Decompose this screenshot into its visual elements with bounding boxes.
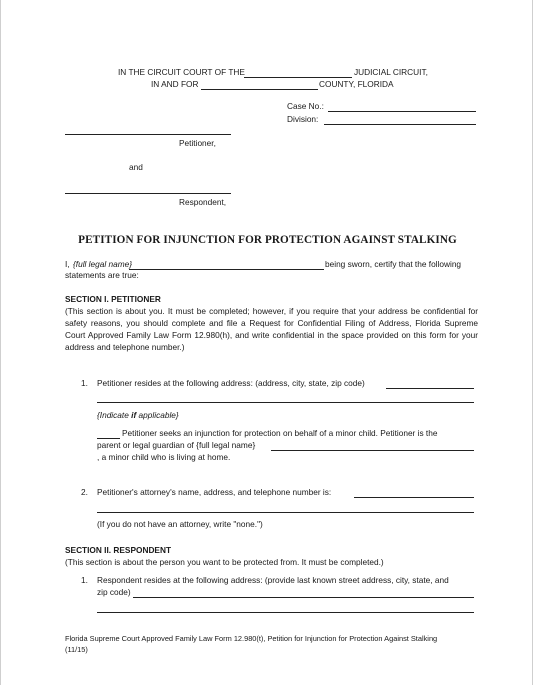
division-field[interactable] [324,124,476,125]
minor-line3: , a minor child who is living at home. [97,452,231,462]
judicial-circuit-label: JUDICIAL CIRCUIT, [354,67,428,77]
no-attorney-note: (If you do not have an attorney, write "none.") [97,519,263,529]
section2-heading: SECTION II. RESPONDENT [65,545,172,555]
petitioner-name-field[interactable] [65,134,231,135]
petitioner-address-field-1[interactable] [386,388,474,389]
division-label: Division: [287,114,319,124]
case-no-field[interactable] [328,111,476,112]
oath-line2: statements are true: [65,270,139,280]
court-prefix: IN THE CIRCUIT COURT OF THE [118,67,245,77]
county-blank[interactable] [201,89,318,90]
footer-line2: (11/15) [65,645,88,654]
case-no-label: Case No.: [287,101,324,111]
s1-item1-number: 1. [81,378,88,388]
respondent-label: Respondent, [179,197,227,207]
minor-check-blank[interactable] [97,438,120,439]
petitioner-label: Petitioner, [179,138,216,148]
s2-item1-text: Respondent resides at the following address: (provide last known street address, city, state, and [97,575,449,585]
indicate-suffix-word: applicable} [138,410,179,420]
footer-line1: Florida Supreme Court Approved Family Law Form 12.980(t), Petition for Injunction for Protection Against Stalking [65,634,438,643]
oath-name-hint: {full legal name} [73,259,133,269]
respondent-name-field[interactable] [65,193,231,194]
respondent-address-field-2[interactable] [97,612,474,613]
indicate-if-word: if [131,410,137,420]
section2-intro: (This section is about the person you want to be protected from. It must be completed.) [65,557,384,567]
oath-name-field[interactable] [129,269,324,270]
and-label: and [129,162,143,172]
s2-item1-number: 1. [81,575,88,585]
attorney-field-1[interactable] [354,497,474,498]
minor-line2: parent or legal guardian of {full legal name} [97,440,256,450]
county-label: COUNTY, FLORIDA [319,79,394,89]
indicate-word: {Indicate [97,410,129,420]
respondent-address-field-1[interactable] [133,597,474,598]
in-and-for-label: IN AND FOR [151,79,199,89]
section1-heading: SECTION I. PETITIONER [65,294,161,304]
section1-intro: (This section is about you. It must be completed; however, if you require that your address be confidential for safety reasons, you should complete and file a Request for Confidential Filing of Address, Florida Supreme Court Approved Family Law Form 12.980(h), and write confidential in the space provided on this form for your address and telephone number.) [65,306,478,352]
minor-name-field[interactable] [271,450,474,451]
s2-item1-line2: zip code) [97,587,131,597]
indicate-prefix [97,410,179,420]
oath-suffix: being sworn, certify that the following [325,259,462,269]
attorney-field-2[interactable] [97,512,474,513]
s1-item2-number: 2. [81,487,88,497]
form-title: PETITION FOR INJUNCTION FOR PROTECTION AGAINST STALKING [78,234,457,246]
minor-line1: Petitioner seeks an injunction for protection on behalf of a minor child. Petitioner is the [122,428,438,438]
petitioner-address-field-2[interactable] [97,402,474,403]
circuit-blank[interactable] [244,77,352,78]
oath-prefix: I, [65,259,70,269]
s1-item2-text: Petitioner's attorney's name, address, and telephone number is: [97,487,332,497]
s1-item1-text: Petitioner resides at the following address: (address, city, state, zip code) [97,378,365,388]
